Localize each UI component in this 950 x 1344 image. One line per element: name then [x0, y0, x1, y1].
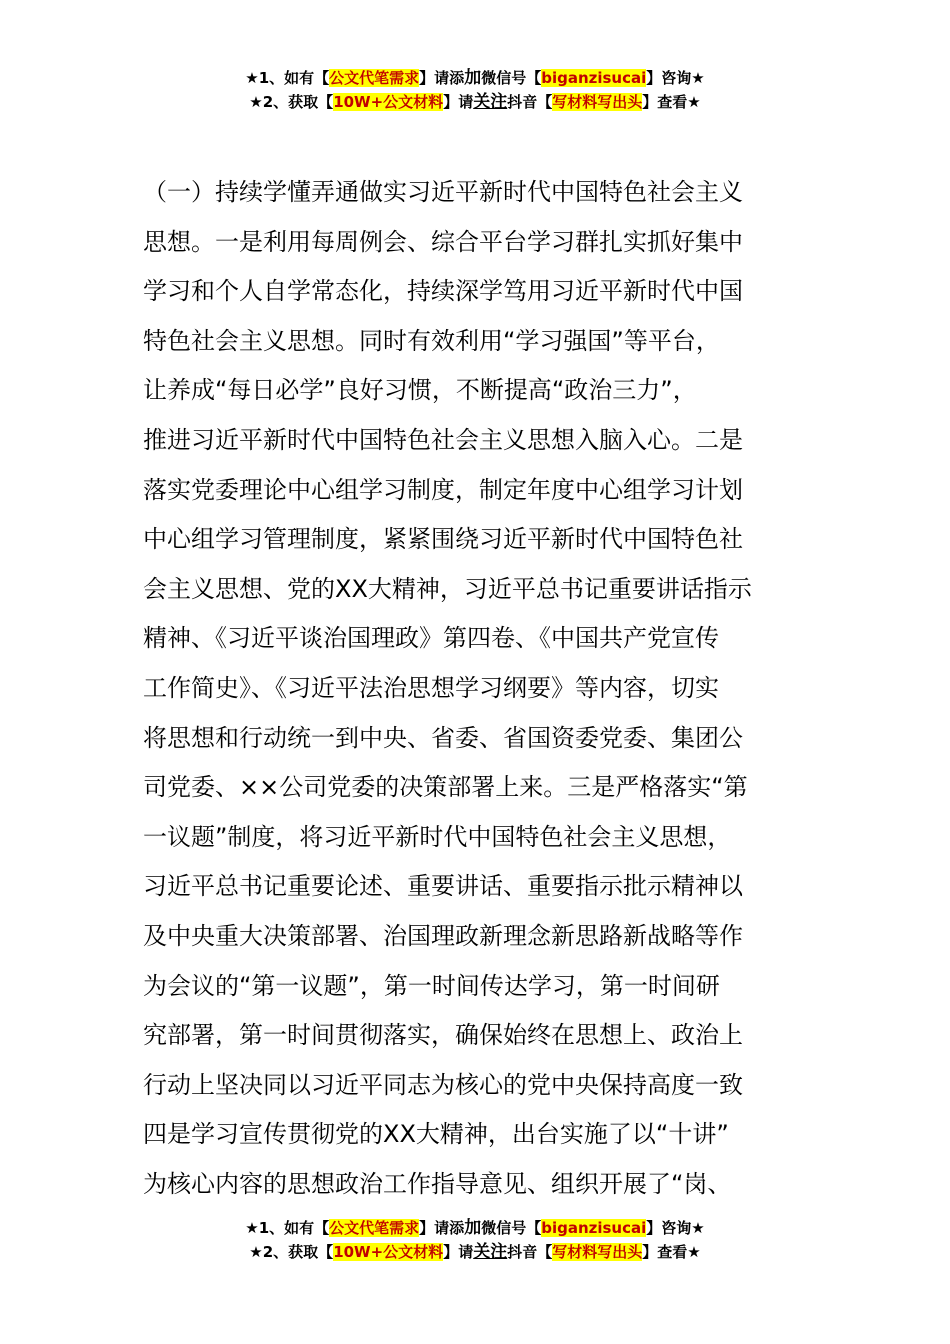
wechat-id-highlight: biganzisucai — [541, 69, 647, 87]
body-line: 工作简史》、《习近平法治思想学习纲要》等内容，切实 — [143, 673, 719, 702]
body-line: 落实党委理论中心组学习制度，制定年度中心组学习计划 — [143, 475, 743, 504]
materials-highlight: 10W+公文材料 — [333, 93, 444, 111]
body-line: 中心组学习管理制度，紧紧围绕习近平新时代中国特色社 — [143, 525, 743, 554]
body-line: 精神、《习近平谈治国理政》第四卷、《中国共产党宣传 — [143, 624, 719, 653]
footer-notice-line-2: ★2、获取【10W+公文材料】请关注抖音【写材料写出头】查看★ — [249, 1242, 701, 1262]
douyin-account-highlight: 写材料写出头 — [552, 93, 643, 111]
footer-notice-line-1: ★1、如有【公文代笔需求】请添加微信号【biganzisucai】咨询★ — [245, 1218, 705, 1238]
body-line: 将思想和行动统一到中央、省委、省国资委党委、集团公 — [143, 723, 743, 752]
douyin-account-highlight: 写材料写出头 — [552, 1243, 643, 1261]
body-line: 让养成“每日必学”良好习惯，不断提高“政治三力”， — [143, 376, 697, 405]
body-line: 一议题”制度，将习近平新时代中国特色社会主义思想， — [143, 822, 732, 851]
ghostwriting-highlight: 公文代笔需求 — [329, 69, 420, 87]
body-line: 司党委、××公司党委的决策部署上来。三是严格落实“第 — [143, 773, 748, 802]
body-line: 学习和个人自学常态化，持续深学笃用习近平新时代中国 — [143, 277, 743, 306]
document-body — [143, 168, 813, 1209]
body-line: 推进习近平新时代中国特色社会主义思想入脑入心。二是 — [143, 425, 743, 454]
wechat-id-highlight: biganzisucai — [541, 1219, 647, 1237]
ghostwriting-highlight: 公文代笔需求 — [329, 1219, 420, 1237]
body-line: 思想。一是利用每周例会、综合平台学习群扎实抓好集中 — [143, 227, 743, 256]
materials-highlight: 10W+公文材料 — [333, 1243, 444, 1261]
header-notice-line-1: ★1、如有【公文代笔需求】请添加微信号【biganzisucai】咨询★ — [245, 68, 705, 88]
header-notice — [0, 66, 950, 114]
body-line: 为核心内容的思想政治工作指导意见、组织开展了“岗、 — [143, 1169, 732, 1198]
body-line: 特色社会主义思想。同时有效利用“学习强国”等平台， — [143, 326, 720, 355]
footer-notice — [0, 1216, 950, 1264]
body-line: 习近平总书记重要论述、重要讲话、重要指示批示精神以 — [143, 872, 743, 901]
header-notice-line-2: ★2、获取【10W+公文材料】请关注抖音【写材料写出头】查看★ — [249, 92, 701, 112]
body-line: 行动上坚决同以习近平同志为核心的党中央保持高度一致 — [143, 1070, 743, 1099]
body-line: 为会议的“第一议题”，第一时间传达学习，第一时间研 — [143, 971, 720, 1000]
body-line: 会主义思想、党的XX大精神，习近平总书记重要讲话指示 — [143, 574, 752, 603]
body-line: 四是学习宣传贯彻党的XX大精神，出台实施了以“十讲” — [143, 1120, 729, 1149]
body-line: 及中央重大决策部署、治国理政新理念新思路新战略等作 — [143, 921, 743, 950]
body-line: 究部署，第一时间贯彻落实，确保始终在思想上、政治上 — [143, 1021, 743, 1050]
body-line: （一）持续学懂弄通做实习近平新时代中国特色社会主义 — [143, 178, 743, 206]
